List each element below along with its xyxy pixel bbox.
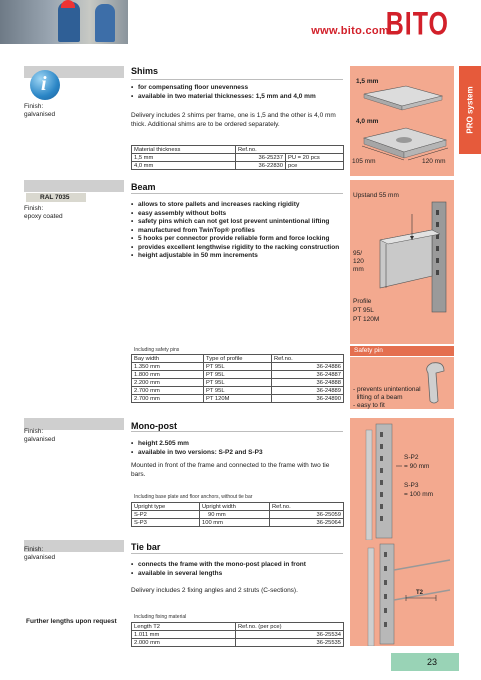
table-row: 2.000 mm 36-25535 bbox=[132, 639, 344, 647]
table-caption: Including safety pins bbox=[134, 347, 180, 353]
fig-label: 120 bbox=[353, 258, 364, 265]
safety-pin-icon bbox=[422, 359, 452, 407]
divider bbox=[131, 553, 343, 554]
divider bbox=[131, 79, 343, 80]
shims-finish bbox=[24, 103, 124, 119]
table-row: 1,5 mm 36-25237 PU = 20 pcs bbox=[132, 154, 344, 162]
bullet: • provides excellent lengthwise rigidity to the racking construction bbox=[131, 244, 351, 253]
table-row: 2.200 mm PT 95L 36-24888 bbox=[132, 379, 344, 387]
table-row: S-P3 100 mm 36-25064 bbox=[132, 519, 344, 527]
shims-title: Shims bbox=[131, 66, 159, 76]
table-row: 1.011 mm 36-25534 bbox=[132, 631, 344, 639]
table-header: Material thickness bbox=[132, 146, 236, 154]
ral-swatch: RAL 7035 bbox=[26, 193, 86, 202]
monopost-description: Mounted in front of the frame and connected to the frame with two tie bars. bbox=[131, 462, 330, 478]
beam-bullets bbox=[131, 201, 351, 261]
beam-finish bbox=[24, 205, 124, 221]
further-lengths-note: Further lengths upon request bbox=[26, 618, 117, 625]
finish-value: galvanised bbox=[24, 436, 56, 443]
fig-label: S-P2 bbox=[404, 454, 419, 461]
side-tab bbox=[459, 66, 481, 154]
bullet: • available in several lengths bbox=[131, 570, 346, 579]
safety-pin-header: Safety pin bbox=[350, 346, 454, 356]
fig-label: 95/ bbox=[353, 250, 363, 257]
bullet: • available in two material thicknesses: 1,5 mm and 4,0 mm bbox=[131, 93, 346, 102]
tiebar-title: Tie bar bbox=[131, 542, 161, 552]
fig-label: 105 mm bbox=[352, 158, 376, 165]
table-caption: Including fixing material bbox=[134, 614, 187, 620]
finish-label: Finish: bbox=[24, 103, 44, 110]
finish-value: epoxy coated bbox=[24, 213, 63, 220]
side-tab-label: PRO system bbox=[465, 86, 475, 134]
monopost-bullets bbox=[131, 440, 346, 457]
bullet: • available in two versions: S-P2 and S-P3 bbox=[131, 449, 346, 458]
table-row: 2.700 mm PT 120M 36-24890 bbox=[132, 395, 344, 403]
bullet: • height adjustable in 50 mm increments bbox=[131, 252, 351, 261]
bullet: • height 2.505 mm bbox=[131, 440, 346, 449]
finish-label: Finish: bbox=[24, 546, 44, 553]
table-header: Type of profile bbox=[204, 355, 272, 363]
bullet: • 5 hooks per connector provide reliable form and force locking bbox=[131, 235, 351, 244]
fig-label: = 100 mm bbox=[404, 491, 434, 498]
table-header: Upright type bbox=[132, 503, 200, 511]
shims-table bbox=[131, 145, 344, 170]
fig-label: PT 95L bbox=[353, 307, 374, 314]
fig-label: 4,0 mm bbox=[356, 118, 379, 125]
tiebar-bullets bbox=[131, 561, 346, 578]
beam-figure bbox=[350, 180, 454, 344]
website-url[interactable]: www.bito.com bbox=[311, 25, 389, 37]
fig-label: PT 120M bbox=[353, 316, 380, 323]
fig-label: = 90 mm bbox=[404, 463, 430, 470]
header-photo bbox=[0, 0, 128, 44]
table-caption: Including base plate and floor anchors, without tie bar bbox=[134, 494, 253, 500]
table-row: 4,0 mm 36-22830 pce bbox=[132, 162, 344, 170]
shims-bullets bbox=[131, 84, 346, 101]
monopost-title: Mono-post bbox=[131, 421, 177, 431]
pin-text: - prevents unintentional lifting of a beam - easy to fit bbox=[353, 386, 421, 409]
finish-label: Finish: bbox=[24, 205, 44, 212]
divider bbox=[131, 431, 343, 432]
tiebar-finish bbox=[24, 546, 124, 562]
table-header: Ref.no. bbox=[236, 146, 344, 154]
divider bbox=[131, 193, 343, 194]
table-header: Upright width bbox=[200, 503, 270, 511]
info-icon: i bbox=[30, 70, 60, 100]
finish-label: Finish: bbox=[24, 428, 44, 435]
tiebar-table bbox=[131, 622, 344, 647]
tiebar-description: Delivery includes 2 fixing angles and 2 struts (C-sections). bbox=[131, 587, 298, 594]
finish-value: galvanised bbox=[24, 554, 56, 561]
table-row: S-P2 90 mm 36-25059 bbox=[132, 511, 344, 519]
bullet: • easy assembly without bolts bbox=[131, 210, 351, 219]
bullet: • allows to store pallets and increases racking rigidity bbox=[131, 201, 351, 210]
table-header: Ref.no. bbox=[272, 355, 344, 363]
bullet: • manufactured from TwinTop® profiles bbox=[131, 227, 351, 236]
monopost-finish bbox=[24, 428, 124, 444]
shims-figure bbox=[350, 66, 454, 176]
table-header: Bay width bbox=[132, 355, 204, 363]
fig-label: Profile bbox=[353, 298, 372, 305]
finish-value: galvanised bbox=[24, 111, 56, 118]
section-header-bar bbox=[24, 180, 124, 192]
bullet: • connects the frame with the mono-post placed in front bbox=[131, 561, 346, 570]
beam-title: Beam bbox=[131, 182, 156, 192]
table-header: Ref.no. bbox=[270, 503, 344, 511]
fig-label: S-P3 bbox=[404, 482, 419, 489]
table-row: 1.350 mm PT 95L 36-24886 bbox=[132, 363, 344, 371]
shims-description: Delivery includes 2 shims per frame, one is 1,5 and the other is 4,0 mm thick. Additional shims are to be ordered separately. bbox=[131, 112, 336, 128]
monopost-figure bbox=[350, 418, 454, 540]
bullet: • for compensating floor unevenness bbox=[131, 84, 346, 93]
beam-table bbox=[131, 354, 344, 403]
table-row: 1.800 mm PT 95L 36-24887 bbox=[132, 371, 344, 379]
bito-logo: BITO bbox=[385, 5, 449, 43]
page-number: 23 bbox=[391, 653, 459, 671]
fig-label: Upstand 55 mm bbox=[353, 192, 399, 199]
tiebar-figure bbox=[350, 540, 454, 646]
fig-label: 120 mm bbox=[422, 158, 446, 165]
table-header: Ref.no. (per pce) bbox=[236, 623, 344, 631]
bullet: • safety pins which can not get lost prevent unintentional lifting bbox=[131, 218, 351, 227]
table-row: 2.700 mm PT 95L 36-24889 bbox=[132, 387, 344, 395]
fig-label: T2 bbox=[416, 590, 424, 596]
table-header: Length T2 bbox=[132, 623, 236, 631]
fig-label: 1,5 mm bbox=[356, 78, 379, 85]
fig-label: mm bbox=[353, 266, 364, 273]
monopost-table bbox=[131, 502, 344, 527]
safety-pin-box bbox=[350, 357, 454, 409]
